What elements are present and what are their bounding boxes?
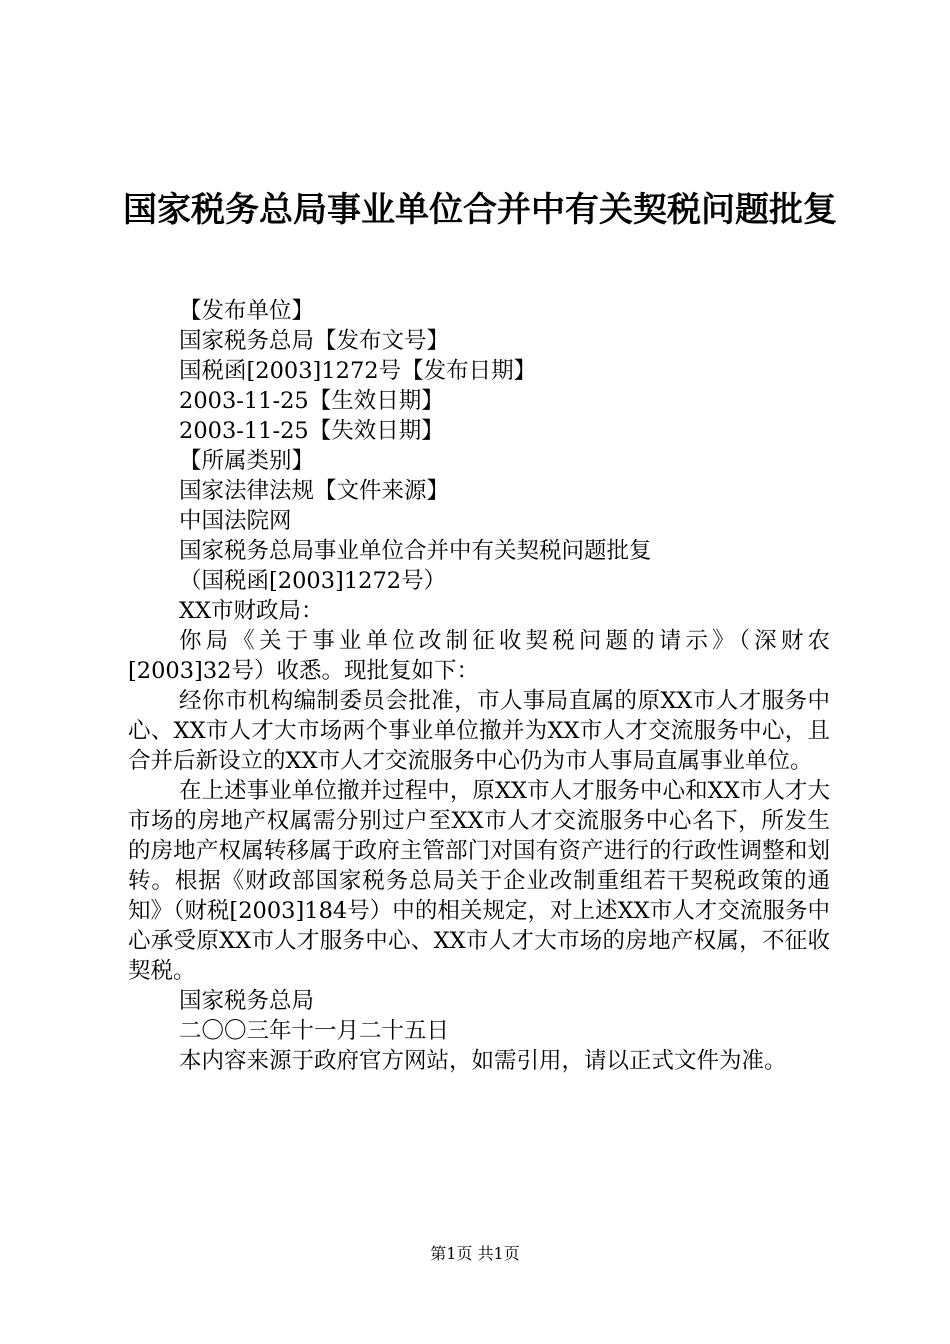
meta-publisher-label: 【发布单位】	[179, 298, 315, 324]
meta-effective-date: 2003-11-25【失效日期】	[179, 418, 444, 444]
paragraph-1: 你局《关于事业单位改制征收契税问题的请示》（深财农[2003]32号）收悉。现批复如下：	[128, 628, 830, 684]
meta-category: 国家法律法规【文件来源】	[179, 478, 450, 504]
meta-publish-date: 2003-11-25【生效日期】	[179, 388, 444, 414]
meta-category-label: 【所属类别】	[179, 448, 315, 474]
addressee: XX市财政局：	[179, 598, 324, 624]
meta-publisher: 国家税务总局【发布文号】	[179, 328, 450, 354]
source-note: 本内容来源于政府官方网站，如需引用，请以正式文件为准。	[179, 1048, 787, 1074]
meta-doc-number: 国税函[2003]1272号【发布日期】	[179, 358, 537, 384]
document-body	[128, 296, 830, 1076]
body-doc-number: （国税函[2003]1272号）	[179, 568, 447, 594]
body-title: 国家税务总局事业单位合并中有关契税问题批复	[179, 538, 652, 564]
document-title: 国家税务总局事业单位合并中有关契税问题批复	[123, 190, 837, 230]
signature-date: 二〇〇三年十一月二十五日	[179, 1018, 450, 1044]
paragraph-2: 经你市机构编制委员会批准，市人事局直属的原XX市人才服务中心、XX市人才大市场两个事业单位撤并为XX市人才交流服务中心，且合并后新设立的XX市人才交流服务中心仍为市人事局直属事业单位。	[128, 688, 830, 774]
meta-source: 中国法院网	[179, 508, 292, 534]
paragraph-3: 在上述事业单位撤并过程中，原XX市人才服务中心和XX市人才大市场的房地产权属需分别过户至XX市人才交流服务中心名下，所发生的房地产权属转移属于政府主管部门对国有资产进行的行政性调整和划转。根据《财政部国家税务总局关于企业改制重组若干契税政策的通知》（财税[2003]184号）中的相关规定，对上述XX市人才交流服务中心承受原XX市人才服务中心、XX市人才大市场的房地产权属，不征收契税。	[128, 778, 830, 984]
page-footer: 第1页 共1页	[430, 1244, 520, 1263]
signature-issuer: 国家税务总局	[179, 988, 315, 1014]
